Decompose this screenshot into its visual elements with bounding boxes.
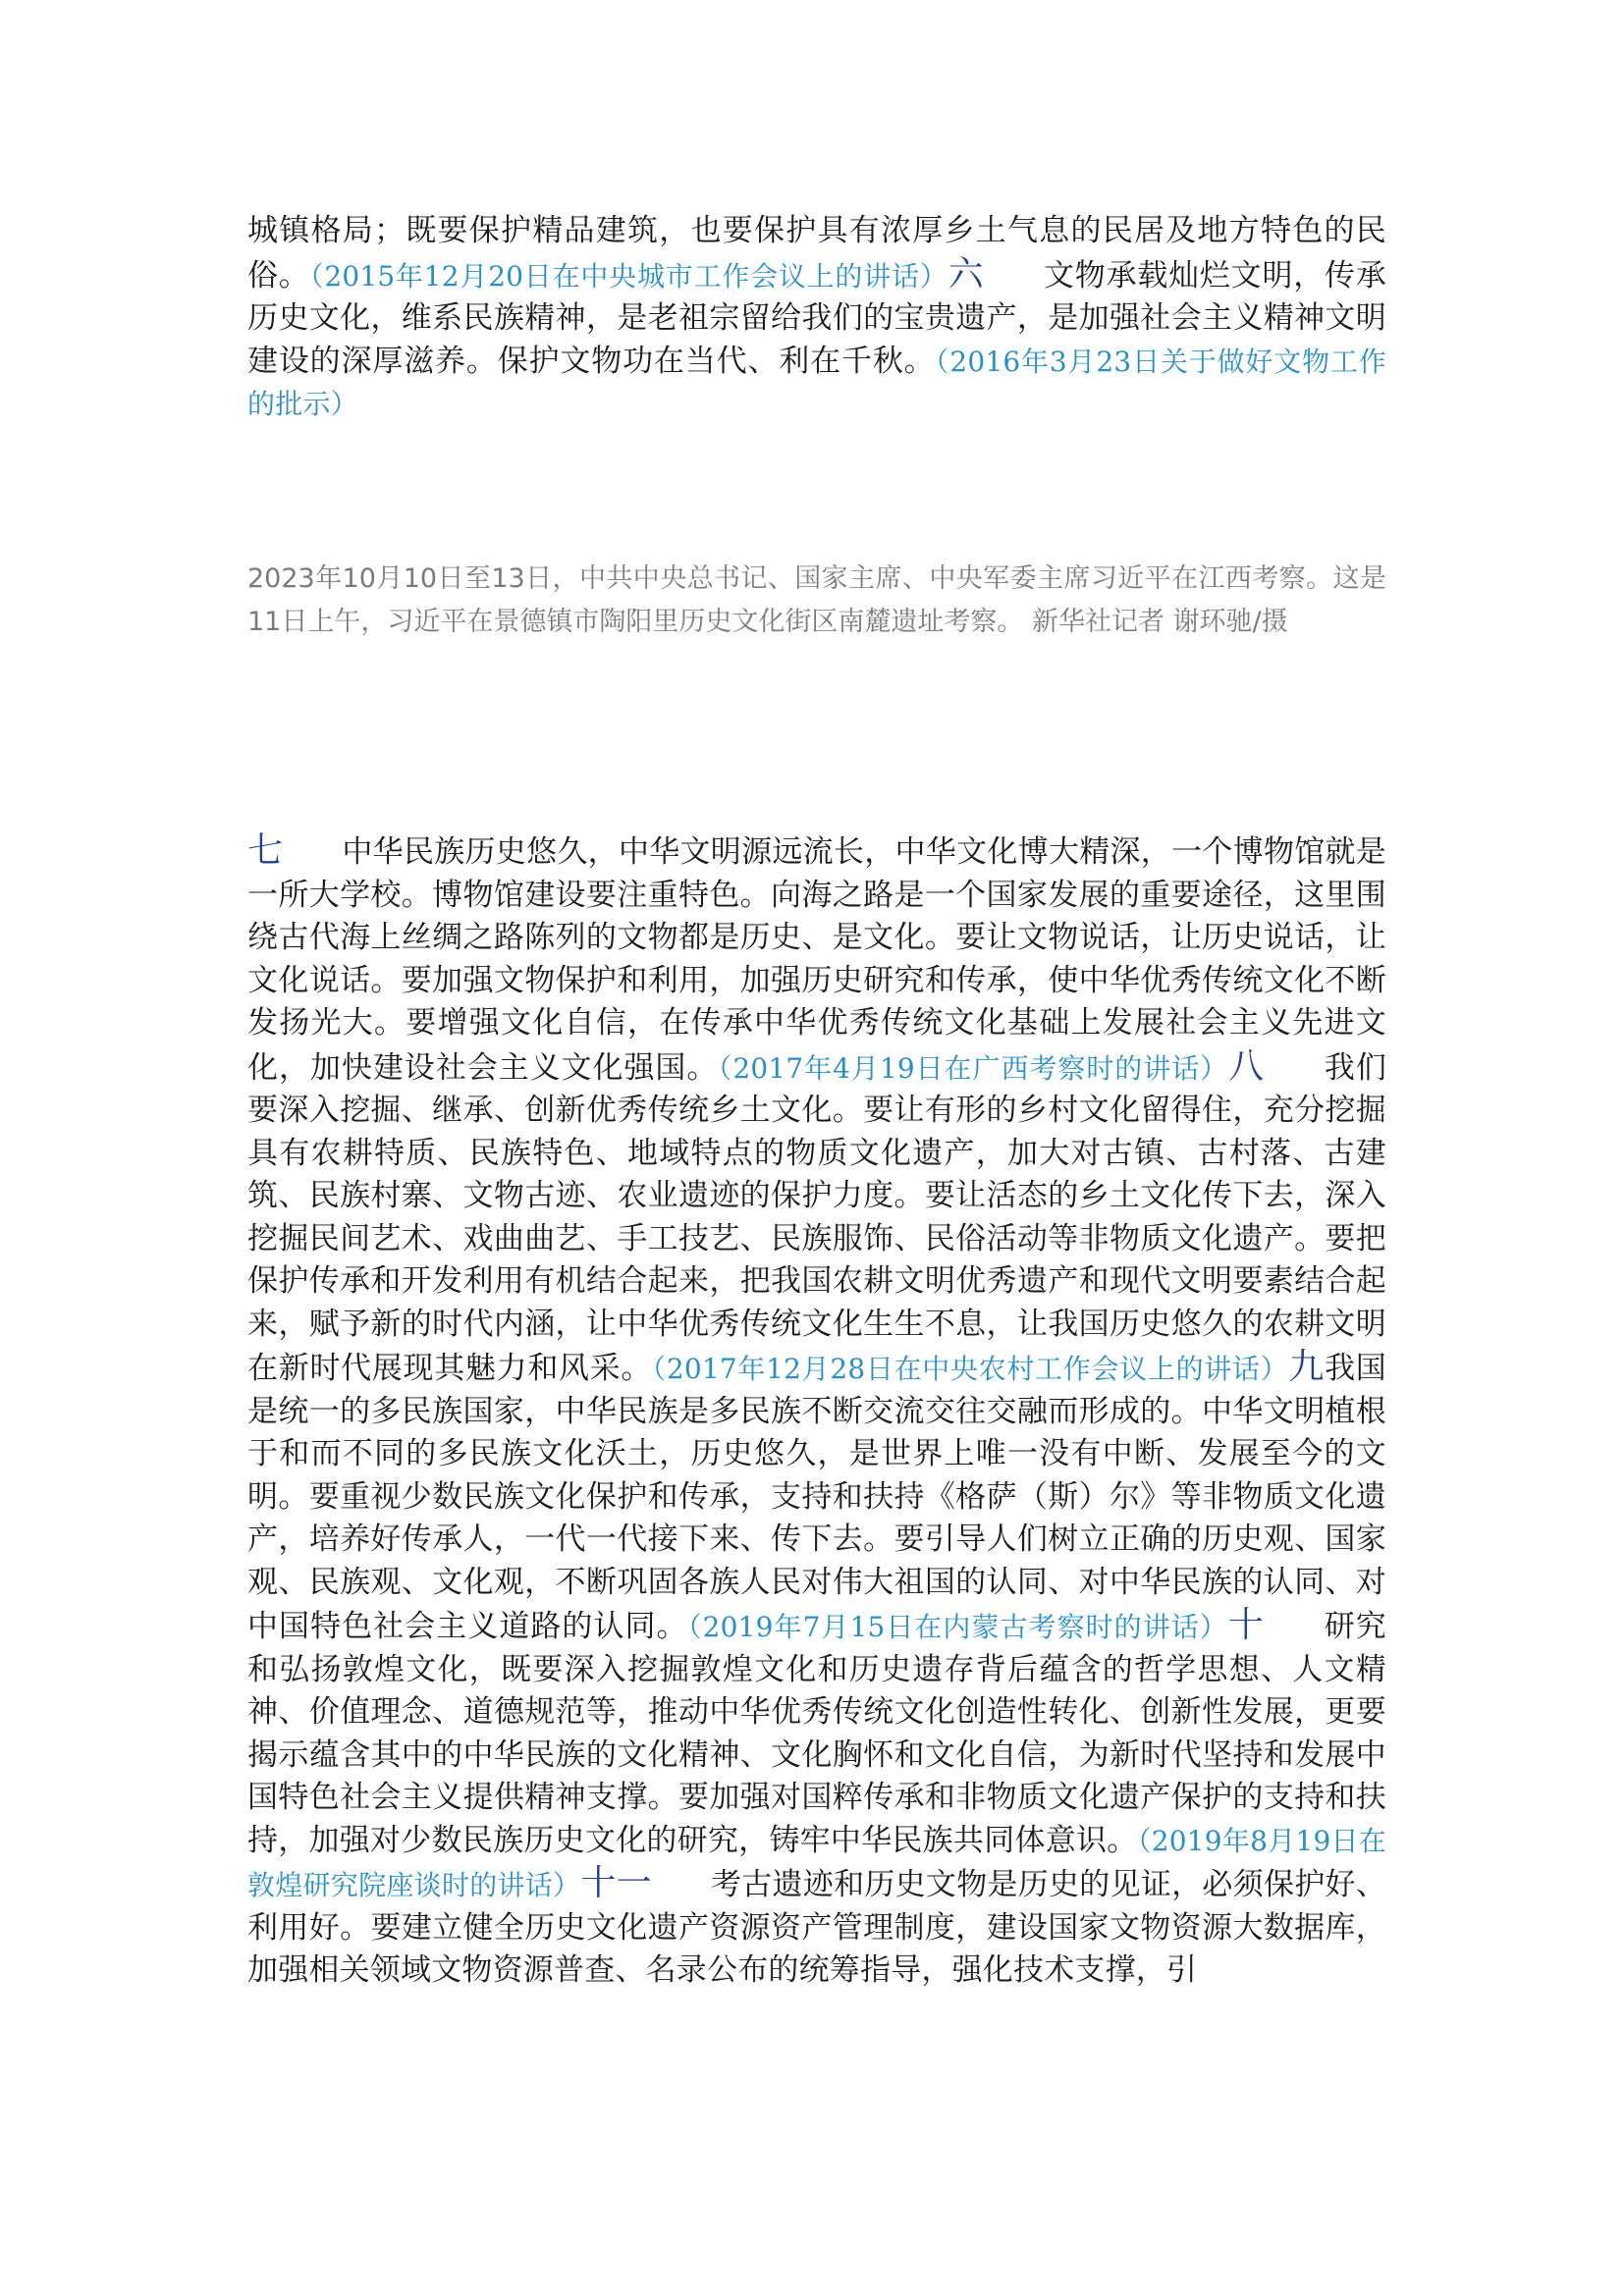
citation: （2019年7月15日在内蒙古考察时的讲话）: [687, 1611, 1228, 1643]
section-number-7: 七: [247, 830, 284, 871]
body-text: 研究和弘扬敦煌文化，既要深入挖掘敦煌文化和历史遗存背后蕴含的哲学思想、人文精神、价值理念、道德规范等，推动中华优秀传统文化创造性转化、创新性发展，更要揭示蕴含其中的中华民族的文化精神、文化胸怀和文化自信，为新时代坚持和发展中国特色社会主义提供精神支撑。要加强对国粹传承和非物质文化遗产保护的支持和扶持，加强对少数民族历史文化的研究，铸牢中华民族共同体意识。: [247, 1609, 1386, 1858]
paragraph-7-11: [247, 829, 1386, 1993]
body-text: 考古遗迹和历史文物是历史的见证，必须保护好、利用好。要建立健全历史文化遗产资源资产管理制度，建设国家文物资源大数据库，加强相关领域文物资源普查、名录公布的统筹指导，强化技术支撑，引: [247, 1867, 1387, 1988]
citation: （2015年12月20日在中央城市工作会议上的讲话）: [309, 259, 948, 293]
text-block-1: [247, 210, 1386, 426]
body-text: 中华民族历史悠久，中华文明源远流长，中华文化博大精深，一个博物馆就是一所大学校。博物馆建设要注重特色。向海之路是一个国家发展的重要途径，这里围绕古代海上丝绸之路陈列的文物都是历史、是文化。要让文物说话，让历史说话，让文化说话。要加强文物保护和利用，加强历史研究和传承，使中华优秀传统文化不断发扬光大。要增强文化自信，在传承中华优秀传统文化基础上发展社会主义先进文化，加快建设社会主义文化强国。: [247, 834, 1387, 1086]
section-number-10: 十: [1227, 1605, 1265, 1645]
paragraph-6: [247, 210, 1386, 426]
citation: （2017年12月28日在中央农村工作会议上的讲话）: [652, 1353, 1289, 1385]
section-number-9: 九: [1288, 1347, 1326, 1387]
body-text: 城镇格局；既要保护精品建筑，也要保护具有浓厚乡土气息的民居及地方特色的民俗。: [247, 213, 1386, 294]
citation: （2019年8月19日在敦煌研究院座谈时的讲话）: [247, 1824, 1386, 1901]
body-text: 我国是统一的多民族国家，中华民族是多民族不断交流交往交融而形成的。中华文明植根于和而不同的多民族文化沃土，历史悠久，是世界上唯一没有中断、发展至今的文明。要重视少数民族文化保护和传承，支持和扶持《格萨（斯）尔》等非物质文化遗产，培养好传承人，一代一代接下来、传下去。要引导人们树立正确的历史观、国家观、民族观、文化观，不断巩固各族人民对伟大祖国的认同、对中华民族的认同、对中国特色社会主义道路的认同。: [247, 1351, 1386, 1644]
section-number-11: 十一: [580, 1863, 652, 1903]
text-block-2: [247, 829, 1386, 1993]
section-number-8: 八: [1228, 1045, 1266, 1087]
photo-caption: 2023年10月10日至13日，中共中央总书记、国家主席、中央军委主席习近平在江西考察。这是11日上午，习近平在景德镇市陶阳里历史文化街区南麓遗址考察。 新华社记者 谢环驰/摄: [247, 563, 1386, 637]
citation: （2016年3月23日关于做好文物工作的批示）: [247, 345, 1386, 420]
citation: （2017年4月19日在广西考察时的讲话）: [718, 1051, 1229, 1085]
body-text: 文物承载灿烂文明，传承历史文化，维系民族精神，是老祖宗留给我们的宝贵遗产，是加强社会主义精神文明建设的深厚滋养。保护文物功在当代、利在千秋。: [247, 257, 1387, 379]
section-number-6: 六: [947, 253, 985, 294]
body-text: 我们要深入挖掘、继承、创新优秀传统乡土文化。要让有形的乡村文化留得住，充分挖掘具有农耕特质、民族特色、地域特点的物质文化遗产，加大对古镇、古村落、古建筑、民族村寨、文物古迹、农业遗迹的保护力度。要让活态的乡土文化传下去，深入挖掘民间艺术、戏曲曲艺、手工技艺、民族服饰、民俗活动等非物质文化遗产。要把保护传承和开发利用有机结合起来，把我国农耕文明优秀遗产和现代文明要素结合起来，赋予新的时代内涵，让中华优秀传统文化生生不息，让我国历史悠久的农耕文明在新时代展现其魅力和风采。: [247, 1049, 1387, 1386]
